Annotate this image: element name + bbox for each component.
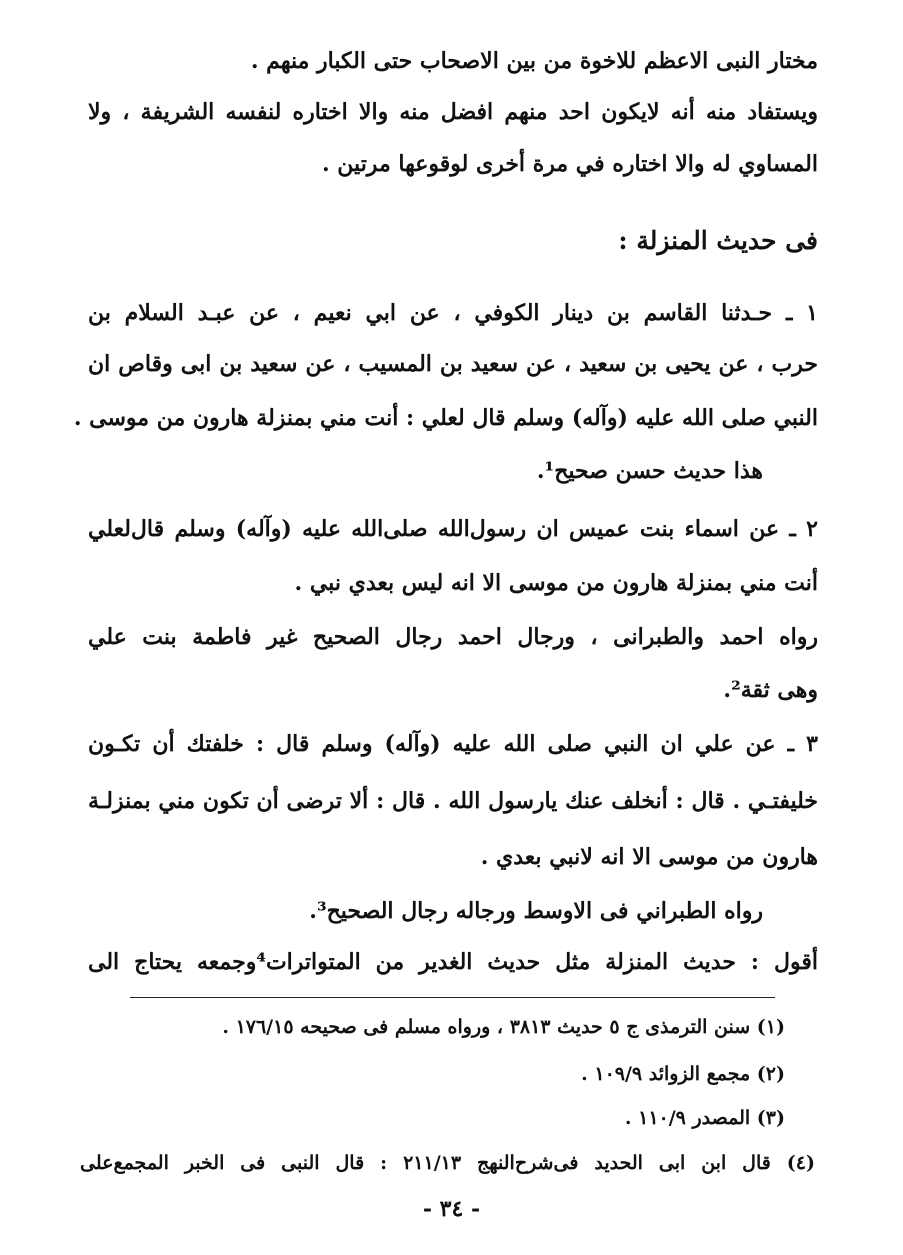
text-line-15: هارون من موسى الا انه لانبي بعدي . (480, 844, 818, 870)
text-line-7: النبي صلى الله عليه (وآله) وسلم قال لعلي : أنت مني بمنزلة هارون من موسى . (73, 405, 818, 431)
footnote-1: (١) سنن الترمذى ج ٥ حديث ٣٨١٣ ، ورواه مسلم فى صحيحه ١٧٦/١٥ . (222, 1016, 785, 1038)
text-line-8: هذا حديث حسن صحيح¹. (536, 458, 763, 484)
text-line-14: خليفتـي . قال : أنخلف عنك يارسول الله . قال : ألا ترضى أن تكون مني بمنزلـة (88, 788, 818, 814)
text-line-1: مختار النبى الاعظم للاخوة من بين الاصحاب حتى الكبار منهم . (250, 48, 818, 74)
text-line-2: ويستفاد منه أنه لايكون احد منهم افضل منه والا اختاره لنفسه الشريفة ، ولا (88, 99, 818, 125)
text-line-12: وهى ثقة². (723, 677, 818, 703)
footnote-separator (130, 997, 775, 998)
text-line-3: المساوي له والا اختاره في مرة أخرى لوقوعها مرتين . (321, 151, 818, 177)
text-line-5: ١ ـ حـدثنا القاسم بن دينار الكوفي ، عن ابي نعيم ، عن عبـد السلام بن (88, 300, 818, 326)
footnote-3: (٣) المصدر ١١٠/٩ . (624, 1107, 785, 1129)
text-line-11: رواه احمد والطبرانى ، ورجال احمد رجال الصحيح غير فاطمة بنت علي (88, 624, 818, 650)
text-line-10: أنت مني بمنزلة هارون من موسى الا انه ليس بعدي نبي . (294, 570, 818, 596)
section-heading: فى حديث المنزلة : (618, 226, 818, 255)
text-line-17: أقول : حديث المنزلة مثل حديث الغدير من المتواترات⁴وجمعه يحتاج الى (88, 949, 818, 975)
page-number: - ٣٤ - (422, 1196, 481, 1222)
text-line-13: ٣ ـ عن علي ان النبي صلى الله عليه (وآله) وسلم قال : خلفتك أن تكـون (88, 731, 818, 757)
text-line-6: حرب ، عن يحيى بن سعيد ، عن سعيد بن المسيب ، عن سعيد بن ابى وقاص ان (88, 351, 818, 377)
footnote-4: (٤) قال ابن ابى الحديد فى‌شرح‌النهج ٢١١/١٣ : قال النبى فى الخبر المجمع‌على (80, 1152, 815, 1174)
text-line-16: رواه الطبراني فى الاوسط ورجاله رجال الصحيح³. (309, 898, 763, 924)
footnote-2: (٢) مجمع الزوائد ١٠٩/٩ . (581, 1063, 785, 1085)
text-line-9: ٢ ـ عن اسماء بنت عميس ان رسول‌الله صلى‌الله عليه (وآله) وسلم قال‌لعلي (88, 516, 818, 542)
